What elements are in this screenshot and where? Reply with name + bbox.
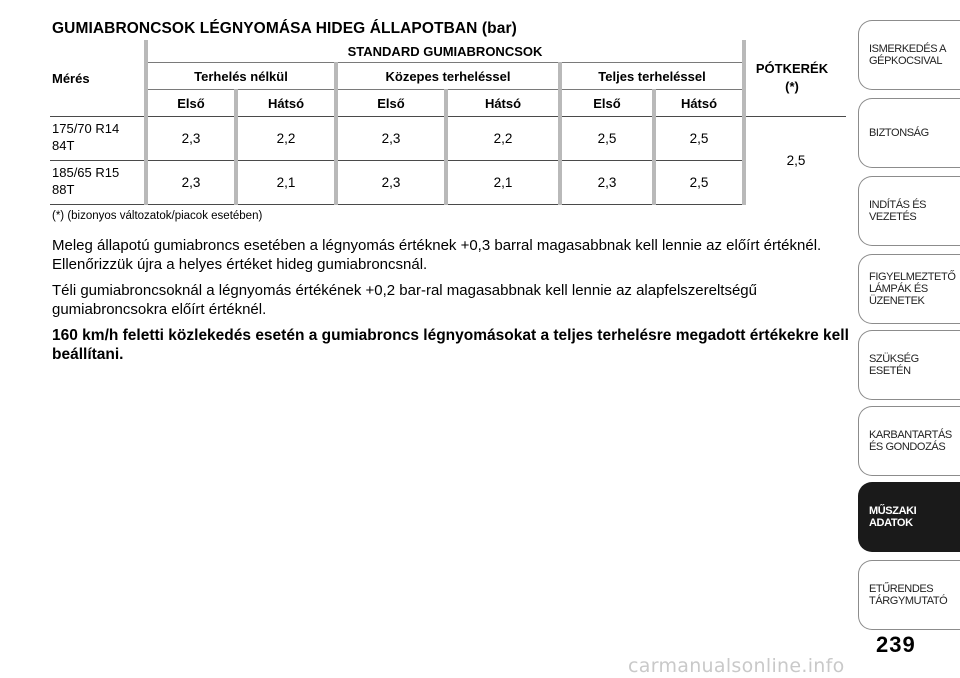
table-row	[50, 161, 846, 205]
sidebar-tab-label: ISMERKEDÉS A GÉPKOCSIVAL	[869, 43, 946, 67]
sidebar-tab-warning-lights[interactable]	[858, 254, 960, 324]
sidebar-tab-label: SZÜKSÉG ESETÉN	[869, 353, 919, 377]
sidebar-tab-label: FIGYELMEZTETŐ LÁMPÁK ÉS ÜZENETEK	[869, 271, 956, 307]
pressure-value: 2,2	[446, 117, 560, 161]
tire-size-line2: 88T	[52, 182, 75, 197]
paragraph-high-speed: 160 km/h feletti közlekedés esetén a gumiabroncs légnyomásokat a teljes terhelésre megadott értékekre kell beállítani.	[52, 327, 849, 363]
sidebar-tab-emergency[interactable]	[858, 330, 960, 400]
table-footnote: (*) (bizonyos változatok/piacok esetében)	[52, 210, 263, 222]
paragraph-winter-tires: Téli gumiabroncsoknál a légnyomás értékének +0,2 bar-ral magasabbnak kell lennie az alapfelszereltségű gumiabroncsokra előírt értéknél.	[52, 282, 757, 318]
measure-header: Mérés	[52, 70, 90, 86]
sidebar-tab-label: ETŰRENDES TÁRGYMUTATÓ	[869, 583, 948, 607]
sidebar-tab-getting-to-know[interactable]	[858, 20, 960, 90]
pressure-value: 2,1	[236, 161, 336, 205]
tire-size-cell	[50, 161, 146, 205]
pressure-value: 2,2	[236, 117, 336, 161]
page-title	[52, 20, 517, 38]
axle-header-front: Első	[560, 90, 654, 117]
sidebar-tab-safety[interactable]	[858, 98, 960, 168]
load-header-medium: Közepes terheléssel	[336, 63, 560, 90]
paragraph-warm-tires: Meleg állapotú gumiabroncs esetében a légnyomás értéknek +0,3 barral magasabbnak kell lennie az előírt értéknél. Ellenőrizzük újra a helyes értéket hideg gumiabroncsnál.	[52, 237, 822, 273]
table-row	[50, 117, 846, 161]
title-unit: (bar)	[481, 20, 517, 37]
sidebar-tab-index[interactable]	[858, 560, 960, 630]
pressure-value: 2,1	[446, 161, 560, 205]
tire-size-line1: 185/65 R15	[52, 165, 120, 180]
spare-pressure-value: 2,5	[744, 117, 846, 205]
spare-wheel-header	[744, 40, 846, 117]
watermark: carmanualsonline.info	[628, 655, 845, 677]
pressure-value: 2,5	[654, 117, 744, 161]
sidebar-tab-label: KARBANTARTÁS ÉS GONDOZÁS	[869, 429, 952, 453]
tire-size-line2: 84T	[52, 138, 75, 153]
load-header-none: Terhelés nélkül	[146, 63, 336, 90]
spare-header-note: (*)	[785, 79, 799, 94]
pressure-value: 2,3	[336, 161, 446, 205]
axle-header-rear: Hátsó	[236, 90, 336, 117]
standard-tires-header: STANDARD GUMIABRONCSOK	[146, 40, 744, 63]
pressure-value: 2,3	[146, 117, 236, 161]
axle-header-rear: Hátsó	[654, 90, 744, 117]
pressure-value: 2,3	[560, 161, 654, 205]
sidebar-tab-starting-driving[interactable]	[858, 176, 960, 246]
pressure-value: 2,3	[336, 117, 446, 161]
title-text: GUMIABRONCSOK LÉGNYOMÁSA HIDEG ÁLLAPOTBAN	[52, 20, 478, 37]
load-header-full: Teljes terheléssel	[560, 63, 744, 90]
sidebar-tab-label: MŰSZAKI ADATOK	[869, 505, 917, 529]
sidebar-tab-technical-data[interactable]	[858, 482, 960, 552]
sidebar-tab-maintenance[interactable]	[858, 406, 960, 476]
axle-header-front: Első	[336, 90, 446, 117]
sidebar-tab-label: INDÍTÁS ÉS VEZETÉS	[869, 199, 927, 223]
pressure-value: 2,3	[146, 161, 236, 205]
tire-size-line1: 175/70 R14	[52, 121, 120, 136]
sidebar-tab-label: BIZTONSÁG	[869, 127, 929, 139]
spare-header-label: PÓTKERÉK	[755, 61, 829, 76]
tire-pressure-table	[50, 40, 846, 205]
axle-header-front: Első	[146, 90, 236, 117]
axle-header-rear: Hátsó	[446, 90, 560, 117]
tire-size-cell	[50, 117, 146, 161]
pressure-value: 2,5	[560, 117, 654, 161]
pressure-value: 2,5	[654, 161, 744, 205]
page-number: 239	[876, 632, 916, 657]
